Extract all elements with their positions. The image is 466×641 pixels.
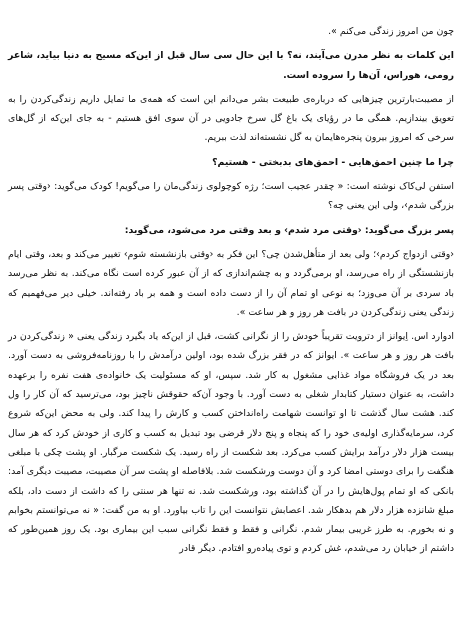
paragraph-1: چون من امروز زندگی می‌کنم ». bbox=[328, 26, 454, 37]
paragraph-4: چرا ما چنین احمق‌هایی - احمق‌های بدبختی - هستیم؟ bbox=[212, 156, 454, 168]
paragraph-3: از مصیبت‌بارترین چیزهایی که درباره‌ی طبیعت بشر می‌دانم این است که همه‌ی ما تمایل داریم زندگی‌کردن را به تعویق بیندازیم. همگی ما در رؤیای یک باغ گل سرخ جادویی در آن سوی افق هستیم - به جای این‌که از گل‌های سرخی که امروز بیرون پنجره‌هایمان به گل نشسته‌اند لذت ببریم. bbox=[8, 93, 454, 144]
paragraph-5: استفن لی‌کاک نوشته است: « چقدر عجیب است؛ رژه کوچولوی زندگی‌مان را می‌گویم! کودک می‌گوید: ‹وقتی پسر بزرگی شدم›، ولی این یعنی چه؟ bbox=[8, 181, 454, 212]
paragraph-7: ‹وقتی ازدواج کردم›؛ ولی بعد از متأهل‌شدن چی؟ این فکر به ‹وقتی بازنشسته شوم› تغییر می‌کند و بعد، وقتی ایام بازنشستگی از راه می‌رسد، او برمی‌گردد و به چشم‌اندازی که از آن عبور کرده است نگاه می‌کند. به نظر می‌رسد باد سردی بر آن می‌وزد؛ به نوعی او تمام آن را از دست داده است و همه بر باد رفته‌اند. خیلی دیر می‌فهمیم که زندگی یعنی زندگی‌کردن در بافت هر روز و هر ساعت ». bbox=[8, 248, 454, 318]
paragraph-2: این کلمات به نظر مدرن می‌آیند، نه؟ با این حال سی سال قبل از این‌که مسیح به دنیا بیاید، شاعر رومی، هوراس، آن‌ها را سروده است. bbox=[8, 50, 454, 81]
paragraph-6: پسر بزرگ می‌گوید: ‹وقتی مرد شدم› و بعد وقتی مرد می‌شود، می‌گوید: bbox=[124, 224, 454, 236]
paragraph-8: ادوارد اس. اِیوانز از دترویت تقریباً خودش را از نگرانی کشت، قبل از این‌که یاد بگیرد زندگی یعنی « زندگی‌کردن در بافت هر روز و هر ساعت ». ایوانز که در فقر بزرگ شده بود، اولین درآمدش را با روزنامه‌فروشی به دست آورد. بعد در یک فروشگاه مواد غذایی مشغول به کار شد. سپس، او که مسئولیت یک خانواده‌ی هفت نفره را برعهده داشت، به عنوان دستیار کتابدار شغلی به دست آورد. با وجود آن‌که حقوقش ناچیز بود، می‌ترسید که آن کار را ول کند. هشت سال گذشت تا او توانست شهامت راه‌انداختن کسب و کارش را پیدا کند. ولی به محض این‌که شروع کرد، سرمایه‌گذاری اولیه‌ی خود را که پنجاه و پنج دلار قرضی بود تبدیل به کسب و کاری از خودش کرد که هر سال بیست هزار دلار درآمد برایش کسب می‌کرد. بعد شکست از راه رسید. یک شکست مرگبار. او پشت چکی با مبلغی هنگفت را برای دوستی امضا کرد و آن دوست ورشکست شد. بلافاصله او پشت سر آن مصیبت، مصیبت دیگری آمد: بانکی که او تمام پول‌هایش را در آن گذاشته بود، ورشکست شد. نه تنها هر سنتی را که داشت از دست داد، بلکه مبلغ شانزده هزار دلار هم بدهکار شد. اعصابش نتوانست این را تاب بیاورد. او به من گفت: « نه می‌توانستم بخوابم و نه بخورم. به طرز غریبی بیمار شدم. نگرانی و فقط و فقط نگرانی سبب این بیماری بود. یک روز همین‌طور که داشتم از خیابان رد می‌شدم، غش کردم و توی پیاده‌رو افتادم. دیگر قادر bbox=[8, 331, 454, 555]
